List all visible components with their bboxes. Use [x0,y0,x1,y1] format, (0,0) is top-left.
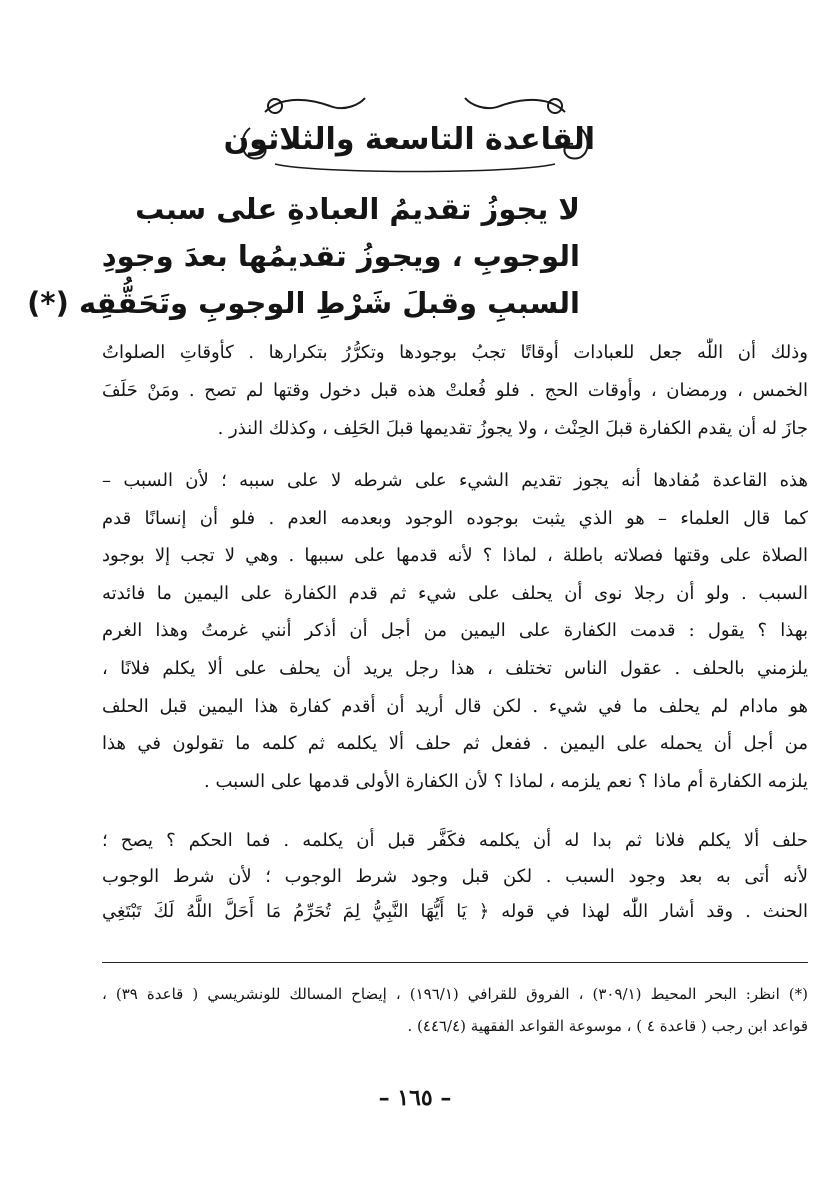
paragraph-line: يلزمني بالحلف . عقول الناس تختلف ، هذا رجل يريد أن يحلف على ألا يكلم فلانًا ، [102,657,808,679]
rule-line: الوجوبِ ، ويجوزُ تقديمُها بعدَ وجودِ [101,239,580,273]
footnote-divider [102,962,808,963]
paragraph-line: من أجل أن يحمله على اليمين . ففعل ثم حلف ألا يكلمه ثم كلمه ما تقولون في هذا [102,733,808,755]
paragraph-line: الحنث . وقد أشار اللّٰه لهذا في قوله ﴿ يَا أَيُّهَا النَّبِيُّ لِمَ تُحَرِّمُ مَا أَحَلَّ اللَّهُ لَكَ تَبْتَغِي [102,901,808,922]
paragraph-line: الصلاة على وقتها فصلاته باطلة ، لماذا ؟ لأنه قدمها على سببها . وهي لا تجب إلا بوجود [102,545,808,567]
paragraph-line: هو مادام لم يحلف ما في شيء . لكن قال أريد أن أقدم كفارة هذا اليمين قبل الحلف [102,695,808,717]
page-number: – ١٦٥ – [378,1085,452,1111]
paragraph-line: يلزمه الكفارة أم ماذا ؟ نعم يلزمه ، لماذا ؟ لأن الكفارة الأولى قدمها على السبب . [204,770,808,792]
paragraph [102,334,808,448]
paragraph-line: الخمس ، ورمضان ، وأوقات الحج . فلو فُعلتْ هذه قبل دخول وقتها لم تصح . ومَنْ حَلَفَ [102,380,808,401]
footnote-line: قواعد ابن رجب ( قاعدة ٤ ) ، موسوعة القواعد الفقهية (٤٤٦/٤) . [407,1017,808,1035]
footnote [102,978,808,1042]
chapter-header [223,92,595,178]
paragraph-line: وذلك أن اللّٰه جعل للعبادات أوقاتًا تجبُ بوجودها وتكرُّرُ بتكرارها . كأوقاتِ الصلواتُ [102,342,808,363]
paragraph-line: كما قال العلماء – هو الذي يثبت بوجوده الوجود وبعدمه العدم . فلو أن إنسانًا قدم [102,507,808,529]
paragraph-line: لأنه أتى به بعد وجود السبب . لكن قبل وجود شرط الوجوب ؛ لأن شرط الوجوب [102,865,808,887]
paragraph [102,462,808,800]
paragraph-line: السبب . ولو أن رجلا نوى أن يحلف على شيء ثم قدم الكفارة على اليمين ما فائدته [102,582,808,604]
paragraph-line: بهذا ؟ يقول : قدمت الكفارة على اليمين من أجل أن أذكر أنني غرمتُ وهذا الغرم [102,620,808,642]
paragraph [102,823,808,930]
paragraph-line: هذه القاعدة مُفادها أنه يجوز تقديم الشيء على شرطه لا على سببه ؛ لأن السبب – [102,470,808,491]
chapter-title: القاعدة التاسعة والثلاثون [223,122,595,157]
paragraph-line: حلف ألا يكلم فلانا ثم بدا له أن يكلمه فكَفَّر قبل أن يكلمه . فما الحكم ؟ يصح ؛ [102,830,808,851]
rule-line: السببِ وقبلَ شَرْطِ الوجوبِ وتَحَقُّقِه (*) [27,286,580,320]
paragraph-line: جازَ له أن يقدم الكفارة قبلَ الحِنْث ، ولا يجوزُ تقديمها قبلَ الحَلِف ، وكذلك النذر . [217,418,808,439]
footnote-line: (*) انظر: البحر المحيط (٣٠٩/١) ، الفروق للقرافي (١٩٦/١) ، إيضاح المسالك للونشريسي ( قاعدة ٣٩) ، [102,985,808,1003]
rule-statement [27,186,580,327]
rule-line: لا يجوزُ تقديمُ العبادةِ على سبب [135,192,580,226]
